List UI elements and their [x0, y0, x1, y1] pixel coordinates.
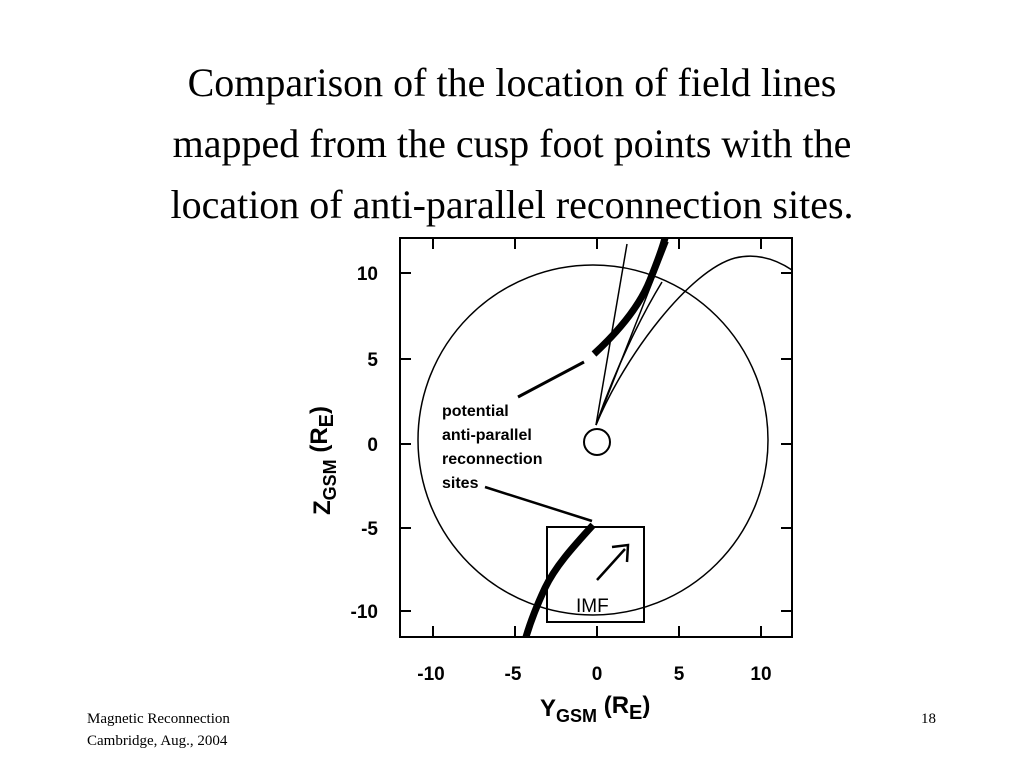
x-tick-label: 10 — [750, 664, 772, 685]
footer-line-1: Magnetic Reconnection — [87, 711, 230, 727]
x-axis-label-close: ) — [642, 692, 651, 719]
reconnection-curve-south — [526, 525, 593, 637]
imf-label: IMF — [576, 596, 609, 617]
annotation-line-2: anti-parallel — [442, 427, 532, 444]
y-axis-label-paren: (R — [306, 427, 333, 460]
x-tick-label: 5 — [673, 664, 685, 685]
y-tick-label: 10 — [356, 264, 378, 285]
x-axis-label-unit-sub: E — [629, 702, 643, 724]
x-axis-label-paren: (R — [597, 692, 630, 719]
y-tick-label: -10 — [350, 602, 378, 623]
x-tick-label: 0 — [591, 664, 603, 685]
title-line-3: location of anti-parallel reconnection sites. — [170, 182, 854, 227]
annotation-line-3: reconnection — [442, 451, 543, 468]
title-line-1: Comparison of the location of field lines — [187, 60, 837, 105]
y-axis-label-sub: GSM — [320, 459, 340, 501]
annotation-pointer-upper — [518, 362, 584, 397]
annotation-line-1: potential — [442, 403, 509, 420]
annotation-line-4: sites — [442, 475, 479, 492]
page-number: 18 — [921, 711, 936, 727]
earth-circle — [584, 429, 610, 455]
y-tick-label: 0 — [367, 435, 378, 456]
y-axis-label-unit-sub: E — [316, 413, 338, 428]
slide-footer — [87, 708, 275, 752]
x-tick-label: -5 — [504, 664, 522, 685]
y-axis-label — [306, 406, 340, 515]
footer-line-2: Cambridge, Aug., 2004 — [87, 733, 228, 749]
y-tick-label: -5 — [361, 519, 378, 540]
title-line-2: mapped from the cusp foot points with the — [172, 121, 852, 166]
annotation-pointer-lower — [485, 487, 592, 521]
x-axis-label — [540, 692, 650, 726]
x-tick-label: -10 — [417, 664, 445, 685]
imf-arrow-shaft — [597, 549, 625, 580]
x-axis-label-main: Y — [540, 695, 557, 722]
y-axis-label-main: Z — [309, 500, 336, 515]
y-axis-label-close: ) — [306, 405, 333, 414]
y-tick-label: 5 — [367, 350, 378, 371]
x-axis-label-sub: GSM — [556, 706, 598, 726]
